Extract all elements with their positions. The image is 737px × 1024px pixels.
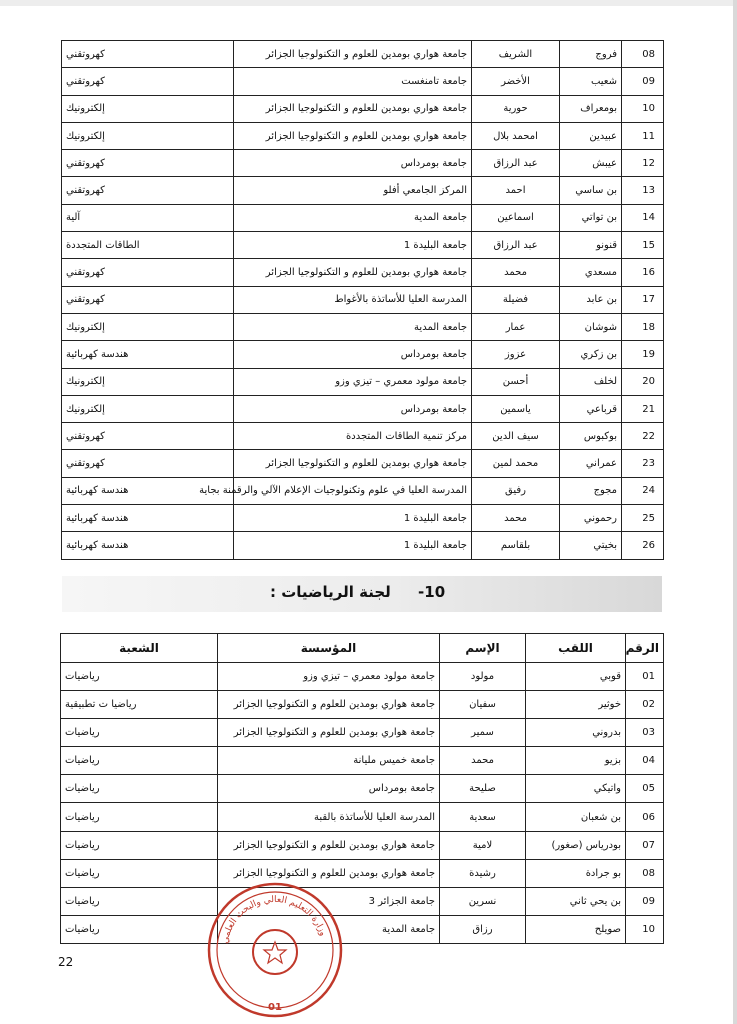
row-number: 04	[626, 747, 664, 775]
last-name-cell: رحموني	[560, 505, 622, 532]
branch-cell: رياضيات	[61, 915, 218, 943]
institution-cell: جامعة بومرداس	[234, 395, 472, 422]
last-name-cell: بن عابد	[560, 286, 622, 313]
first-name-cell: محمد	[440, 747, 526, 775]
table-row	[62, 232, 664, 259]
institution-cell: جامعة هواري بومدين للعلوم و التكنولوجيا الجزائر	[218, 691, 440, 719]
last-name-cell: واتيكي	[526, 775, 626, 803]
last-name-cell: قوبي	[526, 663, 626, 691]
last-name-cell: بزيو	[526, 747, 626, 775]
institution-cell: جامعة هواري بومدين للعلوم و التكنولوجيا الجزائر	[234, 122, 472, 149]
table-row	[62, 423, 664, 450]
branch-cell: إلكترونيك	[62, 313, 234, 340]
table-header-row	[61, 634, 664, 663]
row-number: 10	[622, 95, 664, 122]
institution-cell: جامعة المدية	[234, 204, 472, 231]
table-row	[62, 68, 664, 95]
page-edge-shadow	[733, 0, 737, 1024]
row-number: 22	[622, 423, 664, 450]
branch-cell: كهروتقني	[62, 68, 234, 95]
institution-cell: جامعة هواري بومدين للعلوم و التكنولوجيا الجزائر	[234, 95, 472, 122]
first-name-cell: الأخضر	[472, 68, 560, 95]
official-seal-stamp	[205, 880, 345, 1020]
row-number: 06	[626, 803, 664, 831]
table-row	[62, 477, 664, 504]
last-name-cell: قنونو	[560, 232, 622, 259]
header-first-name: الإسم	[440, 634, 526, 663]
first-name-cell: ياسمين	[472, 395, 560, 422]
first-name-cell: سفيان	[440, 691, 526, 719]
table-row	[62, 341, 664, 368]
last-name-cell: بن شعبان	[526, 803, 626, 831]
table-row	[61, 915, 664, 943]
institution-cell: جامعة مولود معمري – تيزي وزو	[218, 663, 440, 691]
table-row	[62, 505, 664, 532]
last-name-cell: بوكبوس	[560, 423, 622, 450]
row-number: 09	[626, 887, 664, 915]
row-number: 05	[626, 775, 664, 803]
first-name-cell: اسماعين	[472, 204, 560, 231]
branch-cell: إلكترونيك	[62, 395, 234, 422]
table-row	[62, 286, 664, 313]
first-name-cell: رفيق	[472, 477, 560, 504]
institution-cell: جامعة بومرداس	[234, 150, 472, 177]
last-name-cell: قرباعي	[560, 395, 622, 422]
row-number: 12	[622, 150, 664, 177]
row-number: 18	[622, 313, 664, 340]
first-name-cell: فضيلة	[472, 286, 560, 313]
last-name-cell: بن يحي ثاني	[526, 887, 626, 915]
row-number: 09	[622, 68, 664, 95]
institution-cell: المدرسة العليا في علوم وتكنولوجيات الإعلام الآلي والرقمنة بجاية	[234, 477, 472, 504]
institution-cell: جامعة بومرداس	[234, 341, 472, 368]
branch-cell: آلية	[62, 204, 234, 231]
branch-cell: هندسة كهربائية	[62, 477, 234, 504]
table-row	[61, 831, 664, 859]
first-name-cell: بلقاسم	[472, 532, 560, 559]
first-name-cell: امحمد بلال	[472, 122, 560, 149]
last-name-cell: شعيب	[560, 68, 622, 95]
branch-cell: كهروتقني	[62, 177, 234, 204]
table-row	[61, 747, 664, 775]
last-name-cell: بدروني	[526, 719, 626, 747]
branch-cell: كهروتقني	[62, 286, 234, 313]
institution-cell: جامعة بومرداس	[218, 775, 440, 803]
row-number: 19	[622, 341, 664, 368]
table-row	[62, 204, 664, 231]
first-name-cell: سيف الدين	[472, 423, 560, 450]
branch-cell: رياضيات	[61, 775, 218, 803]
first-name-cell: سمير	[440, 719, 526, 747]
branch-cell: إلكترونيك	[62, 368, 234, 395]
seal-emblem	[253, 930, 297, 974]
section-title: لجنة الرياضيات :	[270, 583, 391, 601]
last-name-cell: بومعراف	[560, 95, 622, 122]
row-number: 08	[622, 41, 664, 68]
seal-inner-ring	[217, 892, 333, 1008]
last-name-cell: خوثير	[526, 691, 626, 719]
institution-cell: جامعة تامنغست	[234, 68, 472, 95]
first-name-cell: عبد الرزاق	[472, 232, 560, 259]
branch-cell: رياضيات	[61, 803, 218, 831]
seal-code: 01	[268, 1002, 282, 1013]
institution-cell: المدرسة العليا للأساتذة بالقبة	[218, 803, 440, 831]
row-number: 14	[622, 204, 664, 231]
row-number: 07	[626, 831, 664, 859]
table-row	[62, 177, 664, 204]
electrical-committee-table	[61, 40, 664, 560]
row-number: 11	[622, 122, 664, 149]
table-row	[61, 691, 664, 719]
star-icon	[264, 942, 286, 963]
section-number: 10-	[418, 583, 446, 601]
last-name-cell: بو جرادة	[526, 859, 626, 887]
table-row	[61, 719, 664, 747]
first-name-cell: سعدية	[440, 803, 526, 831]
table-body	[62, 41, 664, 560]
first-name-cell: محمد لمين	[472, 450, 560, 477]
branch-cell: رياضيات	[61, 663, 218, 691]
last-name-cell: مجوج	[560, 477, 622, 504]
table-row	[62, 395, 664, 422]
branch-cell: رياضيات	[61, 859, 218, 887]
row-number: 01	[626, 663, 664, 691]
row-number: 02	[626, 691, 664, 719]
math-committee-table	[60, 633, 664, 944]
first-name-cell: الشريف	[472, 41, 560, 68]
row-number: 24	[622, 477, 664, 504]
section-heading	[270, 583, 445, 601]
last-name-cell: عبيدين	[560, 122, 622, 149]
institution-cell: جامعة هواري بومدين للعلوم و التكنولوجيا الجزائر	[218, 831, 440, 859]
branch-cell: رياضيات	[61, 747, 218, 775]
first-name-cell: محمد	[472, 505, 560, 532]
branch-cell: كهروتقني	[62, 259, 234, 286]
first-name-cell: صليحة	[440, 775, 526, 803]
branch-cell: كهروتقني	[62, 150, 234, 177]
branch-cell: كهروتقني	[62, 450, 234, 477]
page-number: 22	[58, 955, 74, 969]
first-name-cell: رزاق	[440, 915, 526, 943]
branch-cell: كهروتقني	[62, 423, 234, 450]
institution-cell: جامعة هواري بومدين للعلوم و التكنولوجيا الجزائر	[218, 859, 440, 887]
last-name-cell: صويلح	[526, 915, 626, 943]
first-name-cell: رشيدة	[440, 859, 526, 887]
institution-cell: المركز الجامعي أفلو	[234, 177, 472, 204]
first-name-cell: نسرين	[440, 887, 526, 915]
branch-cell: إلكترونيك	[62, 122, 234, 149]
first-name-cell: احمد	[472, 177, 560, 204]
table-row	[62, 368, 664, 395]
first-name-cell: عمار	[472, 313, 560, 340]
table-row	[62, 122, 664, 149]
branch-cell: هندسة كهربائية	[62, 532, 234, 559]
branch-cell: رياضيات	[61, 831, 218, 859]
last-name-cell: بن تواتي	[560, 204, 622, 231]
row-number: 25	[622, 505, 664, 532]
row-number: 15	[622, 232, 664, 259]
table-body	[61, 663, 664, 944]
institution-cell: جامعة هواري بومدين للعلوم و التكنولوجيا الجزائر	[218, 719, 440, 747]
row-number: 23	[622, 450, 664, 477]
table-row	[61, 859, 664, 887]
last-name-cell: مسعدي	[560, 259, 622, 286]
table-row	[62, 150, 664, 177]
last-name-cell: عمراني	[560, 450, 622, 477]
header-institution: المؤسسة	[218, 634, 440, 663]
page-top-shadow	[0, 0, 737, 6]
institution-cell: جامعة مولود معمري – تيزي وزو	[234, 368, 472, 395]
table-row	[62, 259, 664, 286]
first-name-cell: عبد الرزاق	[472, 150, 560, 177]
institution-cell: جامعة هواري بومدين للعلوم و التكنولوجيا الجزائر	[234, 450, 472, 477]
table-row	[61, 887, 664, 915]
branch-cell: هندسة كهربائية	[62, 505, 234, 532]
institution-cell: جامعة الجزائر 3	[218, 887, 440, 915]
first-name-cell: مولود	[440, 663, 526, 691]
row-number: 16	[622, 259, 664, 286]
header-branch: الشعبة	[61, 634, 218, 663]
seal-arc-text: وزارة التعليم العالي والبحث العلمي	[220, 894, 328, 945]
institution-cell: جامعة البليدة 1	[234, 505, 472, 532]
table-row	[61, 803, 664, 831]
table-row	[62, 41, 664, 68]
institution-cell: جامعة هواري بومدين للعلوم و التكنولوجيا الجزائر	[234, 41, 472, 68]
first-name-cell: أحسن	[472, 368, 560, 395]
last-name-cell: بودرياس (صغور)	[526, 831, 626, 859]
last-name-cell: فروج	[560, 41, 622, 68]
row-number: 13	[622, 177, 664, 204]
institution-cell: المدرسة العليا للأساتذة بالأغواط	[234, 286, 472, 313]
last-name-cell: بخيتي	[560, 532, 622, 559]
table-row	[62, 313, 664, 340]
row-number: 21	[622, 395, 664, 422]
institution-cell: جامعة البليدة 1	[234, 232, 472, 259]
branch-cell: إلكترونيك	[62, 95, 234, 122]
institution-cell: جامعة هواري بومدين للعلوم و التكنولوجيا الجزائر	[234, 259, 472, 286]
last-name-cell: عيبش	[560, 150, 622, 177]
branch-cell: هندسة كهربائية	[62, 341, 234, 368]
last-name-cell: بن زكري	[560, 341, 622, 368]
branch-cell: رياضيات	[61, 719, 218, 747]
last-name-cell: لخلف	[560, 368, 622, 395]
row-number: 03	[626, 719, 664, 747]
institution-cell: جامعة المدية	[218, 915, 440, 943]
row-number: 20	[622, 368, 664, 395]
table-row	[62, 95, 664, 122]
institution-cell: جامعة خميس مليانة	[218, 747, 440, 775]
header-last-name: اللقب	[526, 634, 626, 663]
last-name-cell: بن ساسي	[560, 177, 622, 204]
last-name-cell: شوشان	[560, 313, 622, 340]
first-name-cell: لامية	[440, 831, 526, 859]
table-row	[61, 663, 664, 691]
row-number: 10	[626, 915, 664, 943]
branch-cell: رياضيا ت تطبيقية	[61, 691, 218, 719]
table-row	[62, 450, 664, 477]
table-row	[62, 532, 664, 559]
row-number: 26	[622, 532, 664, 559]
row-number: 17	[622, 286, 664, 313]
first-name-cell: محمد	[472, 259, 560, 286]
branch-cell: رياضيات	[61, 887, 218, 915]
institution-cell: جامعة البليدة 1	[234, 532, 472, 559]
first-name-cell: حورية	[472, 95, 560, 122]
institution-cell: جامعة المدية	[234, 313, 472, 340]
branch-cell: الطاقات المتجددة	[62, 232, 234, 259]
header-num: الرقم	[626, 634, 664, 663]
branch-cell: كهروتقني	[62, 41, 234, 68]
first-name-cell: عزوز	[472, 341, 560, 368]
institution-cell: مركز تنمية الطاقات المتجددة	[234, 423, 472, 450]
table-row	[61, 775, 664, 803]
row-number: 08	[626, 859, 664, 887]
